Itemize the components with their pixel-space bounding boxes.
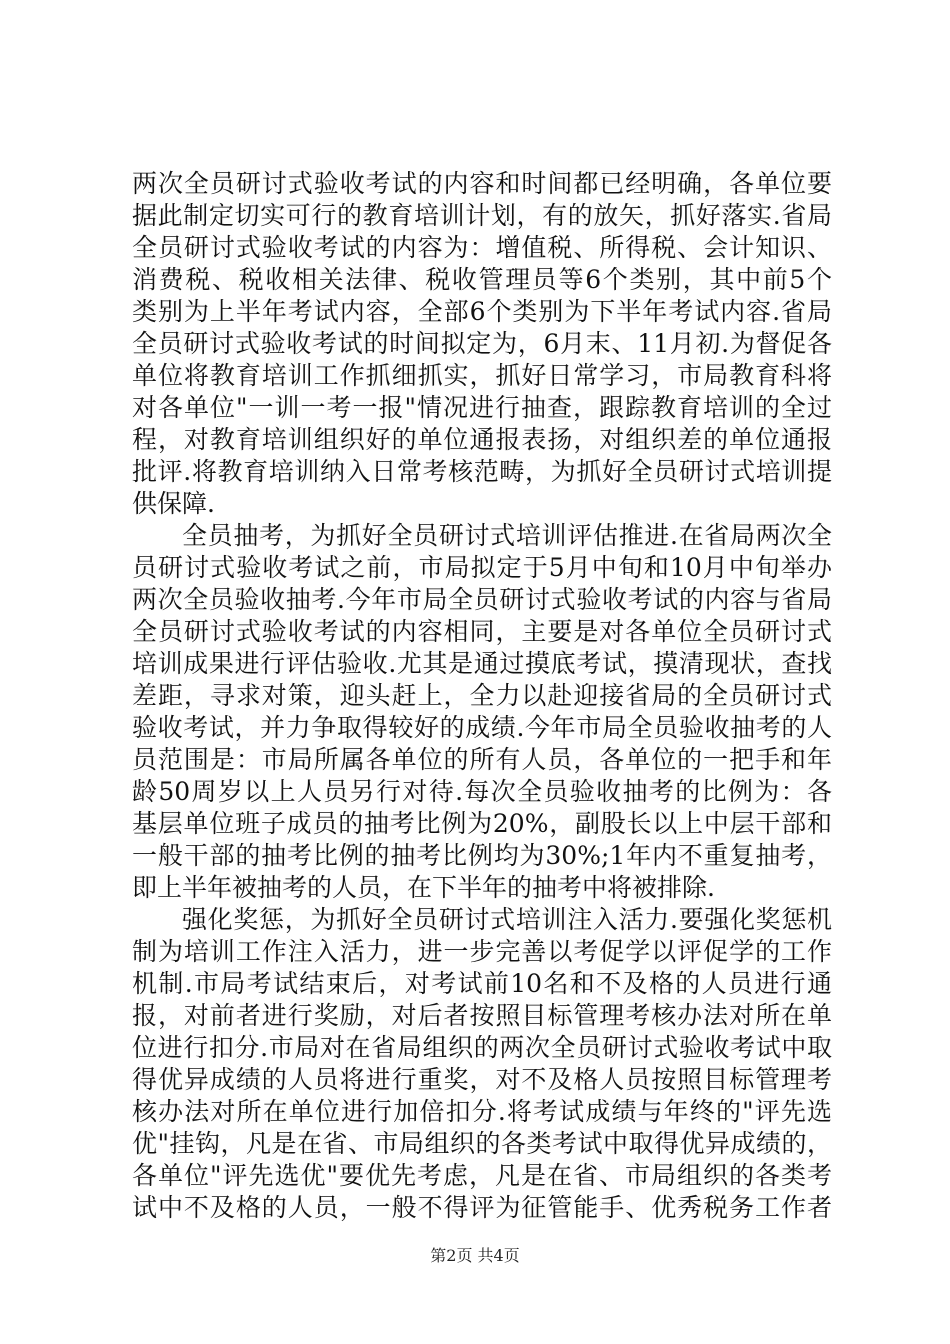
text-line: 全员研讨式验收考试的内容为：增值税、所得税、会计知识、 <box>132 233 832 262</box>
text-line: 即上半年被抽考的人员，在下半年的抽考中将被排除. <box>132 873 715 902</box>
text-line: 各单位"评先选优"要优先考虑，凡是在省、市局组织的各类考 <box>132 1161 832 1190</box>
text-line: 位进行扣分.市局对在省局组织的两次全员研讨式验收考试中取 <box>132 1033 832 1062</box>
text-line: 单位将教育培训工作抓细抓实，抓好日常学习，市局教育科将 <box>132 361 832 390</box>
text-line: 供保障. <box>132 489 215 518</box>
text-line: 一般干部的抽考比例的抽考比例均为30%;1年内不重复抽考， <box>132 841 832 870</box>
paragraph-first-line: 全员抽考，为抓好全员研讨式培训评估推进.在省局两次全 <box>182 521 832 550</box>
text-line: 试中不及格的人员，一般不得评为征管能手、优秀税务工作者 <box>132 1193 832 1222</box>
text-line: 全员研讨式验收考试的时间拟定为，6月末、11月初.为督促各 <box>132 329 832 358</box>
text-line: 优"挂钩，凡是在省、市局组织的各类考试中取得优异成绩的， <box>132 1129 832 1158</box>
text-line: 全员研讨式验收考试的内容相同，主要是对各单位全员研讨式 <box>132 617 832 646</box>
text-line: 两次全员验收抽考.今年市局全员研讨式验收考试的内容与省局 <box>132 585 832 614</box>
text-line: 程，对教育培训组织好的单位通报表扬，对组织差的单位通报 <box>132 425 832 454</box>
text-line: 得优异成绩的人员将进行重奖，对不及格人员按照目标管理考 <box>132 1065 832 1094</box>
text-line: 报，对前者进行奖励，对后者按照目标管理考核办法对所在单 <box>132 1001 832 1030</box>
text-line: 制为培训工作注入活力，进一步完善以考促学以评促学的工作 <box>132 937 832 966</box>
text-line: 核办法对所在单位进行加倍扣分.将考试成绩与年终的"评先选 <box>132 1097 832 1126</box>
page-number-footer: 第2页 共4页 <box>430 1246 520 1265</box>
text-line: 类别为上半年考试内容，全部6个类别为下半年考试内容.省局 <box>132 297 832 326</box>
text-line: 两次全员研讨式验收考试的内容和时间都已经明确，各单位要 <box>132 169 832 198</box>
text-line: 基层单位班子成员的抽考比例为20%，副股长以上中层干部和 <box>132 809 832 838</box>
text-line: 培训成果进行评估验收.尤其是通过摸底考试，摸清现状，查找 <box>132 649 832 678</box>
paragraph-first-line: 强化奖惩，为抓好全员研讨式培训注入活力.要强化奖惩机 <box>182 905 832 934</box>
text-line: 批评.将教育培训纳入日常考核范畴，为抓好全员研讨式培训提 <box>132 457 832 486</box>
text-line: 员范围是：市局所属各单位的所有人员，各单位的一把手和年 <box>132 745 832 774</box>
text-line: 据此制定切实可行的教育培训计划，有的放矢，抓好落实.省局 <box>132 201 832 230</box>
text-line: 龄50周岁以上人员另行对待.每次全员验收抽考的比例为：各 <box>132 777 832 806</box>
text-line: 差距，寻求对策，迎头赶上，全力以赴迎接省局的全员研讨式 <box>132 681 832 710</box>
body-text <box>132 168 832 1224</box>
text-line: 消费税、税收相关法律、税收管理员等6个类别，其中前5个 <box>132 265 832 294</box>
text-line: 对各单位"一训一考一报"情况进行抽查，跟踪教育培训的全过 <box>132 393 832 422</box>
text-line: 验收考试，并力争取得较好的成绩.今年市局全员验收抽考的人 <box>132 713 832 742</box>
text-line: 机制.市局考试结束后，对考试前10名和不及格的人员进行通 <box>132 969 832 998</box>
text-line: 员研讨式验收考试之前，市局拟定于5月中旬和10月中旬举办 <box>132 553 832 582</box>
